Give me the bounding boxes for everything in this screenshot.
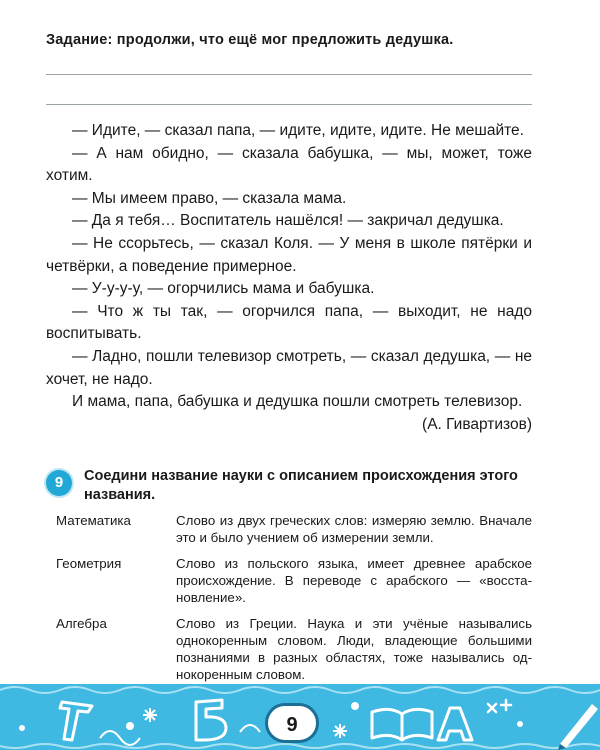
math-signs-icon [488, 700, 511, 712]
story-paragraph: — Мы имеем право, — сказала мама. [72, 189, 347, 207]
story-text [46, 120, 532, 436]
swirl-doodle-icon [100, 731, 140, 745]
answer-line-1[interactable] [46, 74, 532, 75]
story-paragraph: — Да я тебя… Воспитатель нашёлся! — закричал дедушка. [72, 212, 504, 230]
story-paragraph: И мама, папа, бабушка и дедушка пошли смотреть телевизор. [72, 393, 523, 411]
story-paragraph: — Идите, — сказал папа, — идите, идите, идите. Не мешайте. [72, 122, 524, 139]
letter-doodle-g-icon [60, 702, 92, 740]
story-paragraph: — Не ссорьтесь, — сказал Коля. — У меня в школе пятёрки и четвёрки, а поведение примерное. [46, 234, 532, 275]
exercise-number-badge: 9 [46, 470, 72, 496]
science-name[interactable]: Математика [56, 513, 131, 528]
science-description[interactable]: Слово из Греции. Наука и эти учёные назывались однокоренным словом. Люди, владеющие большими познаниями в разных областях, тоже назывались однокоренным словом. [176, 616, 532, 682]
table-row[interactable] [56, 555, 536, 606]
table-row[interactable] [56, 512, 536, 546]
pencil-icon [558, 704, 598, 750]
page-number: 9 [265, 703, 319, 743]
science-name[interactable]: Алгебра [56, 616, 107, 631]
story-paragraph: — Что ж ты так, — огорчился папа, — выходит, не надо воспитывать. [46, 302, 532, 343]
exercise-title: Соедини название науки с описанием происхождения этого названия. [84, 468, 518, 503]
table-row[interactable] [56, 615, 536, 683]
science-description[interactable]: Слово из польского языка, имеет древнее арабское происхождение. В переводе с арабского — «восстановление». [176, 556, 532, 605]
story-paragraph: — Ладно, пошли телевизор смотреть, — сказал дедушка, — не хочет, не надо. [46, 347, 532, 388]
science-description[interactable]: Слово из двух греческих слов: измеряю землю. Вначале это и было учением об измерении земли. [176, 513, 532, 545]
swirl-doodle-icon [240, 725, 260, 732]
sciences-table [56, 512, 536, 692]
task-heading: Задание: продолжи, что ещё мог предложить дедушка. [46, 32, 454, 48]
story-paragraph: — А нам обидно, — сказала бабушка, — мы, может, тоже хотим. [46, 144, 532, 185]
letter-doodle-a-icon [438, 708, 472, 740]
letter-doodle-b-icon [196, 700, 226, 740]
story-author: (А. Гивартизов) [422, 415, 532, 433]
science-name[interactable]: Геометрия [56, 556, 122, 571]
answer-line-2[interactable] [46, 104, 532, 105]
open-book-icon [372, 709, 432, 740]
story-paragraph: — У-у-у-у, — огорчились мама и бабушка. [72, 280, 375, 298]
